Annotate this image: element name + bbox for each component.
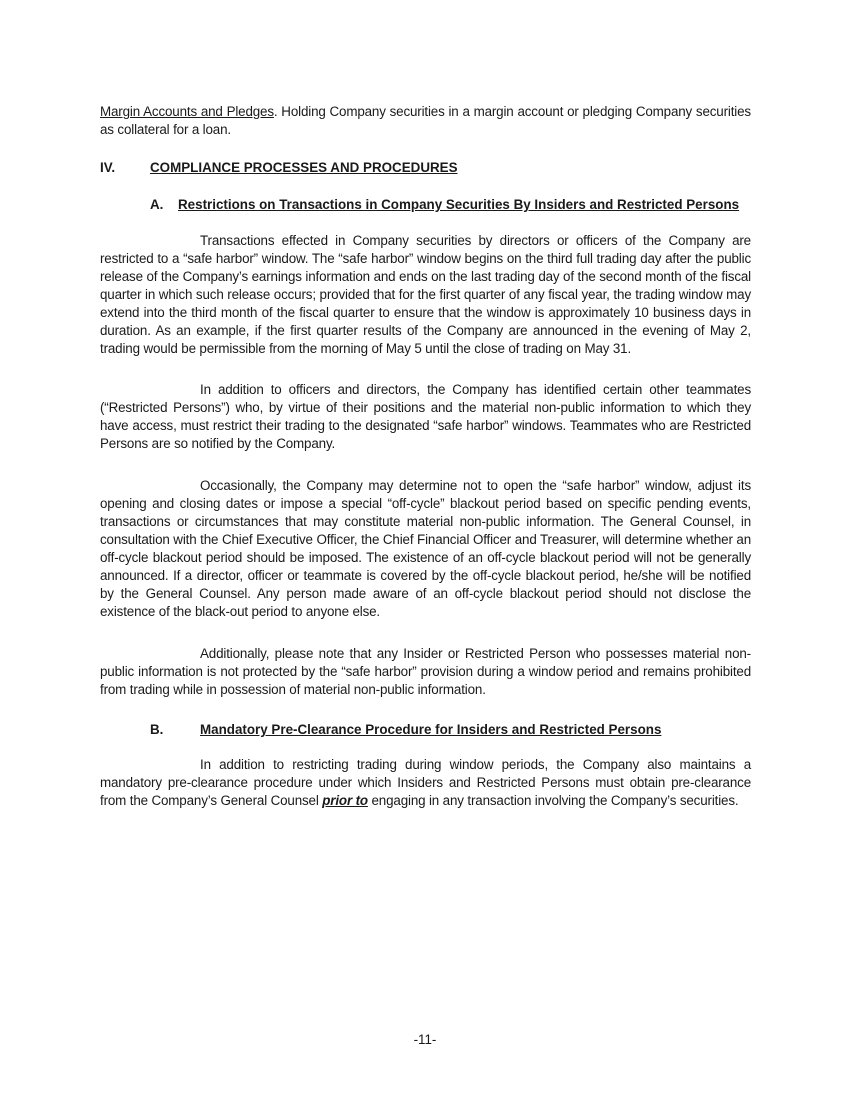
subsection-b-heading xyxy=(100,721,751,739)
subsection-b-letter: B. xyxy=(150,722,164,737)
section-number: IV. xyxy=(100,160,116,175)
document-body xyxy=(100,103,751,810)
subsection-b-title: Mandatory Pre-Clearance Procedure for Insiders and Restricted Persons xyxy=(200,722,662,737)
pre-clearance-text: In addition to restricting trading during window periods, the Company also maintains a mandatory pre-clearance procedure under which Insiders and Restricted Persons must obtain pre-clearance from the Company’s General Counsel xyxy=(100,757,751,808)
term-margin-accounts: Margin Accounts and Pledges xyxy=(100,104,274,119)
emphasis-prior-to: prior to xyxy=(322,793,368,808)
pre-clearance-text-end: engaging in any transaction involving the Company’s securities. xyxy=(367,793,739,808)
intro-paragraph xyxy=(100,103,751,139)
subsection-a-letter: A. xyxy=(150,197,164,212)
subsection-a-heading xyxy=(100,196,751,214)
paragraph-additionally: Additionally, please note that any Insider or Restricted Person who possesses material non-public information is not protected by the “safe harbor” provision during a window period and remains prohibited from trading while in possession of material non-public information. xyxy=(100,646,751,697)
paragraph-safe-harbor: Transactions effected in Company securities by directors or officers of the Company are restricted to a “safe harbor” window. The “safe harbor” window begins on the third full trading day after the public release of the Company’s earnings information and ends on the last trading day of the second month of the fiscal quarter in which such release occurs; provided that for the first quarter of any fiscal year, the trading window may extend into the third month of the fiscal quarter to ensure that the window is approximately 10 business days in duration. As an example, if the first quarter results of the Company are announced in the evening of May 2, trading would be permissible from the morning of May 5 until the close of trading on May 31. xyxy=(100,233,751,356)
subsection-a-title: Restrictions on Transactions in Company Securities By Insiders and Restricted Persons xyxy=(178,197,740,212)
section-title: COMPLIANCE PROCESSES AND PROCEDURES xyxy=(150,160,458,175)
page-number: -11- xyxy=(413,1032,437,1047)
section-heading xyxy=(100,159,751,177)
paragraph-restricted-persons: In addition to officers and directors, the Company has identified certain other teammates (“Restricted Persons”) who, by virtue of their positions and the material non-public information to which they have access, must restrict their trading to the designated “safe harbor” windows. Teammates who are Restricted Persons are so notified by the Company. xyxy=(100,382,751,451)
paragraph-off-cycle: Occasionally, the Company may determine not to open the “safe harbor” window, adjust its opening and closing dates or impose a special “off-cycle” blackout period based on specific pending events, transactions or circumstances that may constitute material non-public information. The General Counsel, in consultation with the Chief Executive Officer, the Chief Financial Officer and Treasurer, will determine whether an off-cycle blackout period should be imposed. The existence of an off-cycle blackout period will not be generally announced. If a director, officer or teammate is covered by the off-cycle blackout period, he/she will be notified by the General Counsel. Any person made aware of an off-cycle blackout period should not disclose the existence of the black-out period to anyone else. xyxy=(100,478,751,619)
intro-text: . Holding Company securities in a margin account or pledging Company securities as collateral for a loan. xyxy=(100,104,751,137)
paragraph-pre-clearance xyxy=(100,756,751,810)
